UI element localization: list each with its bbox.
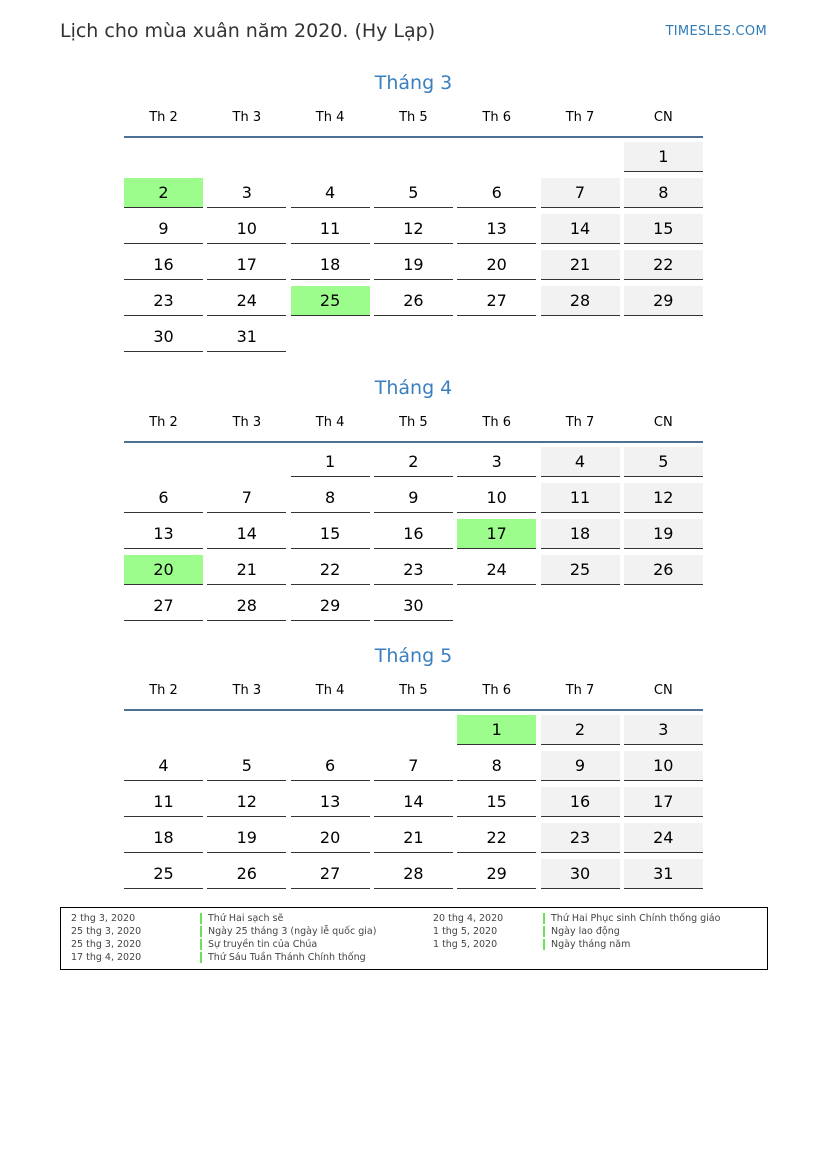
day-cell[interactable]: 2 (374, 447, 453, 477)
weekday-label: Th 3 (232, 110, 262, 125)
day-cell[interactable]: 21 (207, 555, 286, 585)
month-title: Tháng 3 (374, 72, 453, 94)
day-cell[interactable]: 19 (207, 823, 286, 853)
day-cell[interactable]: 3 (624, 715, 703, 745)
day-cell[interactable]: 15 (457, 787, 536, 817)
day-cell[interactable]: 15 (291, 519, 370, 549)
weekday-label: Th 7 (565, 415, 595, 430)
day-cell[interactable]: 5 (207, 751, 286, 781)
day-cell[interactable]: 31 (624, 859, 703, 889)
day-cell[interactable]: 28 (207, 591, 286, 621)
weekday-label: Th 6 (482, 683, 511, 698)
day-cell[interactable]: 11 (541, 483, 620, 513)
day-cell[interactable]: 8 (624, 178, 703, 208)
day-cell[interactable]: 10 (624, 751, 703, 781)
day-cell[interactable]: 7 (207, 483, 286, 513)
day-cell[interactable]: 25 (124, 859, 203, 889)
day-cell[interactable]: 30 (124, 322, 203, 352)
day-cell[interactable]: 24 (624, 823, 703, 853)
weekday-label: Th 5 (399, 415, 428, 430)
day-cell[interactable]: 12 (374, 214, 453, 244)
weekday-label: Th 2 (149, 683, 178, 698)
holiday-day-cell[interactable]: 25 (291, 286, 370, 316)
holiday-day-cell[interactable]: 17 (457, 519, 536, 549)
day-cell[interactable]: 9 (374, 483, 453, 513)
day-cell[interactable]: 8 (457, 751, 536, 781)
day-cell[interactable]: 14 (541, 214, 620, 244)
holiday-day-cell[interactable]: 2 (124, 178, 203, 208)
day-cell[interactable]: 5 (374, 178, 453, 208)
day-cell[interactable]: 26 (207, 859, 286, 889)
day-cell[interactable]: 27 (291, 859, 370, 889)
day-cell[interactable]: 14 (207, 519, 286, 549)
day-cell[interactable]: 18 (541, 519, 620, 549)
day-cell[interactable]: 20 (457, 250, 536, 280)
weekday-label: Th 2 (149, 110, 178, 125)
day-cell[interactable]: 1 (291, 447, 370, 477)
holiday-day-cell[interactable]: 20 (124, 555, 203, 585)
weekday-label: Th 4 (315, 683, 345, 698)
day-cell[interactable]: 16 (124, 250, 203, 280)
day-cell[interactable]: 25 (541, 555, 620, 585)
day-cell[interactable]: 6 (457, 178, 536, 208)
day-cell[interactable]: 18 (291, 250, 370, 280)
day-cell[interactable]: 1 (624, 142, 703, 172)
day-cell[interactable]: 23 (124, 286, 203, 316)
legend-holiday-name: Ngày tháng năm (543, 939, 630, 950)
weekday-label: Th 6 (482, 110, 511, 125)
day-cell[interactable]: 24 (207, 286, 286, 316)
day-cell[interactable]: 13 (457, 214, 536, 244)
weekday-label: Th 6 (482, 415, 511, 430)
day-cell[interactable]: 4 (291, 178, 370, 208)
day-cell[interactable]: 9 (124, 214, 203, 244)
legend-date: 2 thg 3, 2020 (71, 913, 136, 924)
day-cell[interactable]: 9 (541, 751, 620, 781)
weekday-label: Th 5 (399, 110, 428, 125)
day-cell[interactable]: 19 (374, 250, 453, 280)
day-cell[interactable]: 6 (124, 483, 203, 513)
day-cell[interactable]: 4 (124, 751, 203, 781)
day-cell[interactable]: 16 (374, 519, 453, 549)
legend-date: 17 thg 4, 2020 (71, 952, 142, 963)
day-cell[interactable]: 14 (374, 787, 453, 817)
weekday-label: Th 7 (565, 683, 595, 698)
day-cell[interactable]: 11 (291, 214, 370, 244)
legend-date: 25 thg 3, 2020 (71, 939, 142, 950)
legend-holiday-name: Ngày lao động (543, 926, 620, 937)
day-cell[interactable]: 29 (457, 859, 536, 889)
weekday-header (124, 104, 703, 138)
legend-date: 1 thg 5, 2020 (433, 939, 498, 950)
day-cell[interactable]: 8 (291, 483, 370, 513)
weekday-label: Th 4 (315, 110, 345, 125)
weekday-label: Th 7 (565, 110, 595, 125)
legend-holiday-name: Sự truyền tin của Chúa (200, 939, 317, 950)
day-cell[interactable]: 22 (624, 250, 703, 280)
day-cell[interactable]: 13 (291, 787, 370, 817)
day-cell[interactable]: 29 (291, 591, 370, 621)
legend-holiday-name: Thứ Sáu Tuần Thánh Chính thống (200, 952, 366, 963)
month-title: Tháng 5 (374, 645, 453, 667)
weekday-label: Th 4 (315, 415, 345, 430)
day-cell[interactable]: 22 (291, 555, 370, 585)
legend-holiday-name: Thứ Hai sạch sẽ (200, 913, 283, 924)
day-cell[interactable]: 17 (624, 787, 703, 817)
day-cell[interactable]: 12 (624, 483, 703, 513)
day-cell[interactable]: 23 (374, 555, 453, 585)
day-cell[interactable]: 27 (457, 286, 536, 316)
day-cell[interactable]: 19 (624, 519, 703, 549)
day-cell[interactable]: 29 (624, 286, 703, 316)
day-cell[interactable]: 20 (291, 823, 370, 853)
weekday-label: Th 3 (232, 683, 262, 698)
day-cell[interactable]: 13 (124, 519, 203, 549)
legend-date: 20 thg 4, 2020 (433, 913, 504, 924)
day-cell[interactable]: 21 (541, 250, 620, 280)
day-cell[interactable]: 30 (374, 591, 453, 621)
day-cell[interactable]: 12 (207, 787, 286, 817)
month-title: Tháng 4 (374, 377, 453, 399)
day-cell[interactable]: 30 (541, 859, 620, 889)
holiday-legend (60, 907, 768, 970)
day-cell[interactable]: 4 (541, 447, 620, 477)
month-block (124, 641, 703, 883)
month-block (124, 68, 703, 346)
weekday-label: Th 3 (232, 415, 262, 430)
day-cell[interactable]: 7 (541, 178, 620, 208)
day-cell[interactable]: 24 (457, 555, 536, 585)
weekday-label: CN (653, 683, 673, 698)
day-cell[interactable]: 11 (124, 787, 203, 817)
day-cell[interactable]: 16 (541, 787, 620, 817)
brand-link[interactable]: TIMESLES.COM (665, 24, 767, 39)
weekday-header (124, 409, 703, 443)
page-title: Lịch cho mùa xuân năm 2020. (Hy Lạp) (60, 20, 436, 42)
day-cell[interactable]: 6 (291, 751, 370, 781)
day-cell[interactable]: 3 (207, 178, 286, 208)
day-cell[interactable]: 31 (207, 322, 286, 352)
day-cell[interactable]: 3 (457, 447, 536, 477)
legend-date: 1 thg 5, 2020 (433, 926, 498, 937)
day-cell[interactable]: 10 (457, 483, 536, 513)
day-cell[interactable]: 10 (207, 214, 286, 244)
day-cell[interactable]: 28 (541, 286, 620, 316)
day-cell[interactable]: 23 (541, 823, 620, 853)
weekday-label: Th 5 (399, 683, 428, 698)
legend-holiday-name: Ngày 25 tháng 3 (ngày lễ quốc gia) (200, 926, 376, 937)
legend-holiday-name: Thứ Hai Phục sinh Chính thống giáo (543, 913, 720, 924)
legend-date: 25 thg 3, 2020 (71, 926, 142, 937)
day-cell[interactable]: 22 (457, 823, 536, 853)
weekday-label: Th 2 (149, 415, 178, 430)
day-cell[interactable]: 28 (374, 859, 453, 889)
day-cell[interactable]: 17 (207, 250, 286, 280)
day-cell[interactable]: 7 (374, 751, 453, 781)
day-cell[interactable]: 2 (541, 715, 620, 745)
day-cell[interactable]: 27 (124, 591, 203, 621)
weekday-label: CN (653, 415, 673, 430)
day-cell[interactable]: 15 (624, 214, 703, 244)
day-cell[interactable]: 26 (374, 286, 453, 316)
month-block (124, 373, 703, 615)
day-cell[interactable]: 18 (124, 823, 203, 853)
weekday-label: CN (653, 110, 673, 125)
weekday-header (124, 677, 703, 711)
day-cell[interactable]: 26 (624, 555, 703, 585)
day-cell[interactable]: 5 (624, 447, 703, 477)
holiday-day-cell[interactable]: 1 (457, 715, 536, 745)
day-cell[interactable]: 21 (374, 823, 453, 853)
